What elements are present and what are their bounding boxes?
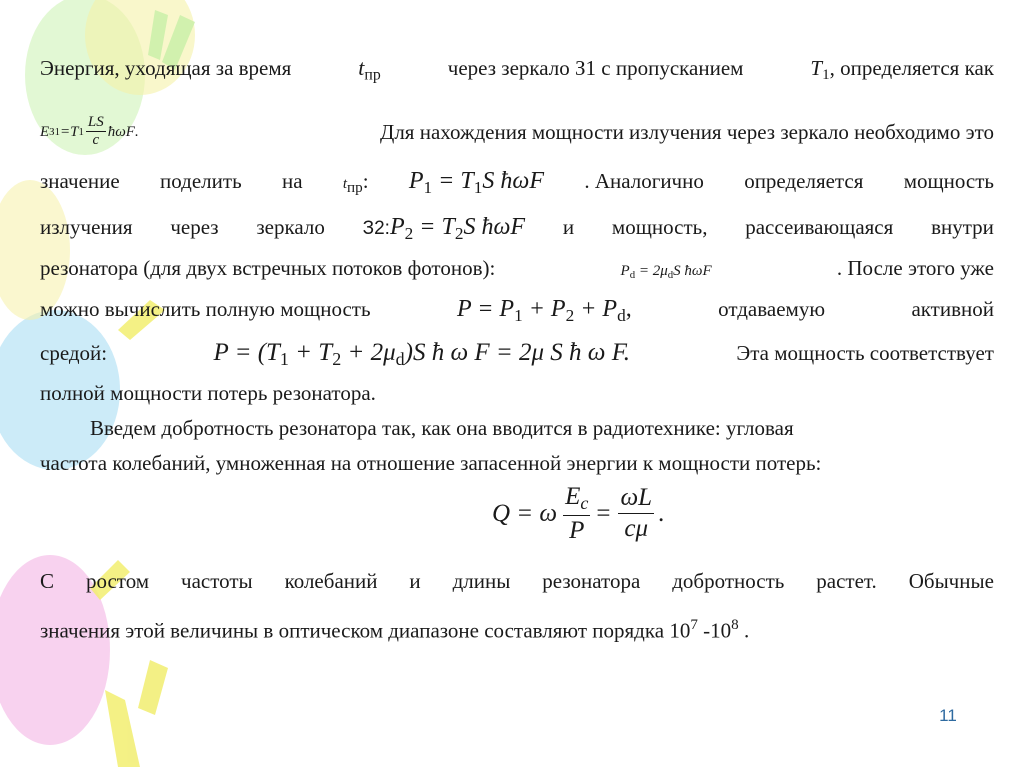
text: Для нахождения мощности излучения через зеркало необходимо это bbox=[380, 120, 994, 144]
line-1 bbox=[40, 55, 994, 88]
formula-pd: $P_d = 2\mu_dS$ ħωF bbox=[620, 263, 712, 282]
formula-p1: $P_1 = T_1S$ ħωF bbox=[408, 168, 544, 197]
t-pr-symbol: $t_{пр}$ bbox=[358, 55, 381, 84]
line-2 bbox=[40, 108, 994, 156]
formula-p-full: $P = (T_1 + T_2 + 2\mu_d)S$ ħ ω F = 2μ S ħ ω F. bbox=[213, 339, 630, 370]
line-7: средой: $P = (T_1 + T_2 + 2\mu_d)S$ ħ ω F = 2μ S ħ ω F. Эта мощность соответствует bbox=[40, 340, 994, 372]
t-pr-inline: $t_{пр}$: bbox=[342, 169, 369, 197]
line-4: излучения через зеркало $З2:P_2 = T_2S$ ħωF и мощность, рассеивающаяся внутри bbox=[40, 214, 994, 247]
line-5: резонатора (для двух встречных потоков фотонов): $P_d = 2\mu_dS$ ħωF . После этого уже bbox=[40, 255, 994, 288]
formula-p-total: $P = P_1 + P_2 + P_d$, bbox=[456, 296, 632, 325]
text: Энергия, уходящая за время bbox=[40, 56, 292, 80]
p2-line-2: частота колебаний, умноженная на отношение запасенной энергии к мощности потерь: bbox=[40, 451, 822, 475]
p3-line-1: С ростом частоты колебаний и длины резонатора добротность растет. Обычные bbox=[40, 569, 994, 593]
t1-symbol: $T_1$, определяется как bbox=[810, 56, 994, 84]
formula-e31: E З1 = T 1 $\frac{LS}{c}$ ħωF . bbox=[40, 114, 139, 149]
text: через зеркало З1 с пропусканием bbox=[447, 56, 744, 80]
formula-q: Q = ω $\frac{E_c}{P}$ = $\frac{\omega L}{c\mu}$ . bbox=[492, 483, 665, 544]
formula-p2: $З2:P_2 = T_2S$ ħωF bbox=[362, 214, 526, 243]
p3-line-2: значения этой величины в оптическом диапазоне составляют порядка $10^7$ $-10^8$ . bbox=[40, 617, 750, 643]
line-3: значение поделить на $t_{пр}$: $P_1 = T_1S$ ħωF . Аналогично определяется мощность bbox=[40, 168, 994, 201]
p2-line-1: Введем добротность резонатора так, как она вводится в радиотехнике: угловая bbox=[90, 416, 794, 440]
line-6: можно вычислить полную мощность $P = P_1 + P_2 + P_d$, отдаваемую активной bbox=[40, 296, 994, 329]
line-8: полной мощности потерь резонатора. bbox=[40, 381, 376, 405]
page-number: 11 bbox=[939, 706, 957, 725]
